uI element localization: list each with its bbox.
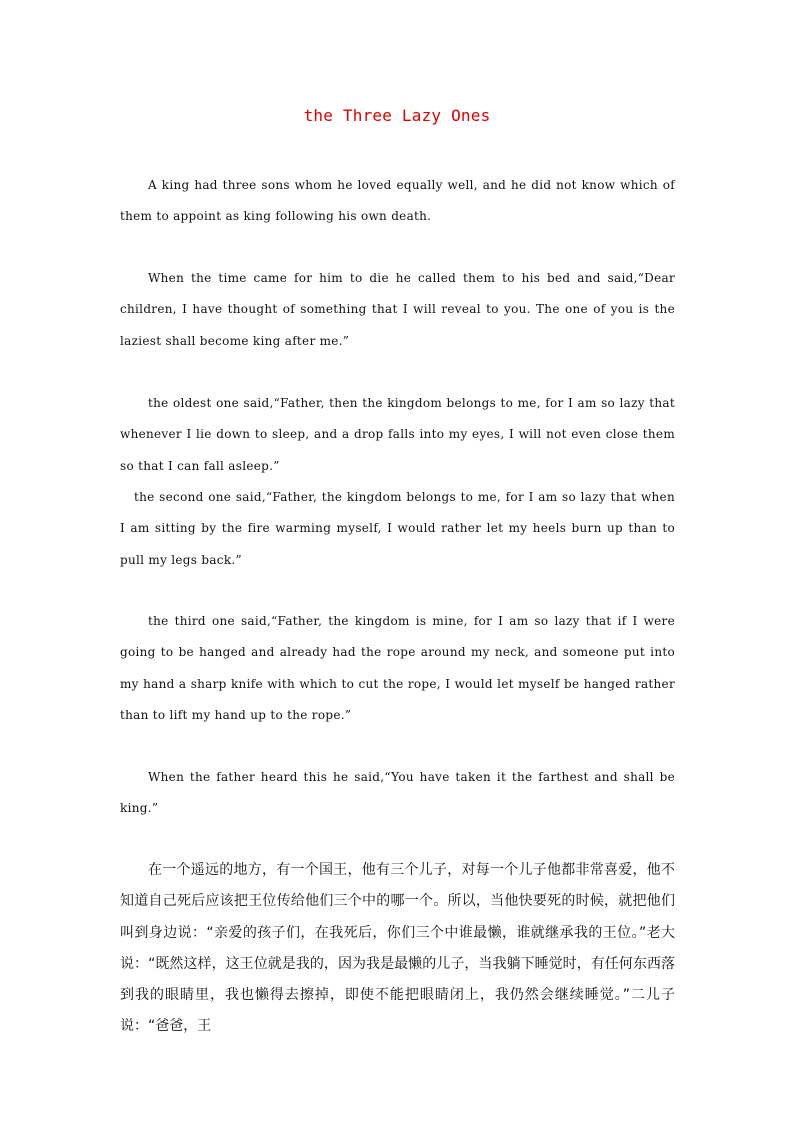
paragraph-2: When the time came for him to die he called them to his bed and said,“Dear children, I have thought of something that I will reveal to you. The one of you is the laziest shall become king after me.” [120, 271, 675, 348]
paragraph-6: When the father heard this he said,“You have taken it the farthest and shall be king.” [120, 770, 675, 816]
paragraph-4: the second one said,“Father, the kingdom belongs to me, for I am so lazy that when I am sitting by the fire warming myself, I would rather let my heels burn up than to pull my legs back.” [120, 490, 675, 567]
story-title: the Three Lazy Ones [303, 106, 491, 125]
paragraph-5: the third one said,“Father, the kingdom is mine, for I am so lazy that if I were going to be hanged and already had the rope around my neck, and someone put into my hand a sharp knife with which to cut the rope, I would let myself be hanged rather than to lift my hand up to the rope.” [120, 614, 675, 722]
paragraph-1: A king had three sons whom he loved equally well, and he did not know which of them to appoint as king following his own death. [120, 178, 675, 224]
chinese-paragraph: 在一个遥远的地方，有一个国王，他有三个儿子，对每一个儿子他都非常喜爱，他不知道自己死后应该把王位传给他们三个中的哪一个。所以，当他快要死的时候，就把他们叫到身边说：“亲爱的孩子们，在我死后，你们三个中谁最懒，谁就继承我的王位。”老大说：“既然这样，这王位就是我的，因为我是最懒的儿子，当我躺下睡觉时，有任何东西落到我的眼睛里，我也懒得去擦掉，即使不能把眼睛闭上，我仍然会继续睡觉。”二儿子说：“爸爸，王 [120, 862, 675, 1035]
paragraph-3: the oldest one said,“Father, then the kingdom belongs to me, for I am so lazy that whenever I lie down to sleep, and a drop falls into my eyes, I will not even close them so that I can fall asleep.” [120, 396, 675, 473]
